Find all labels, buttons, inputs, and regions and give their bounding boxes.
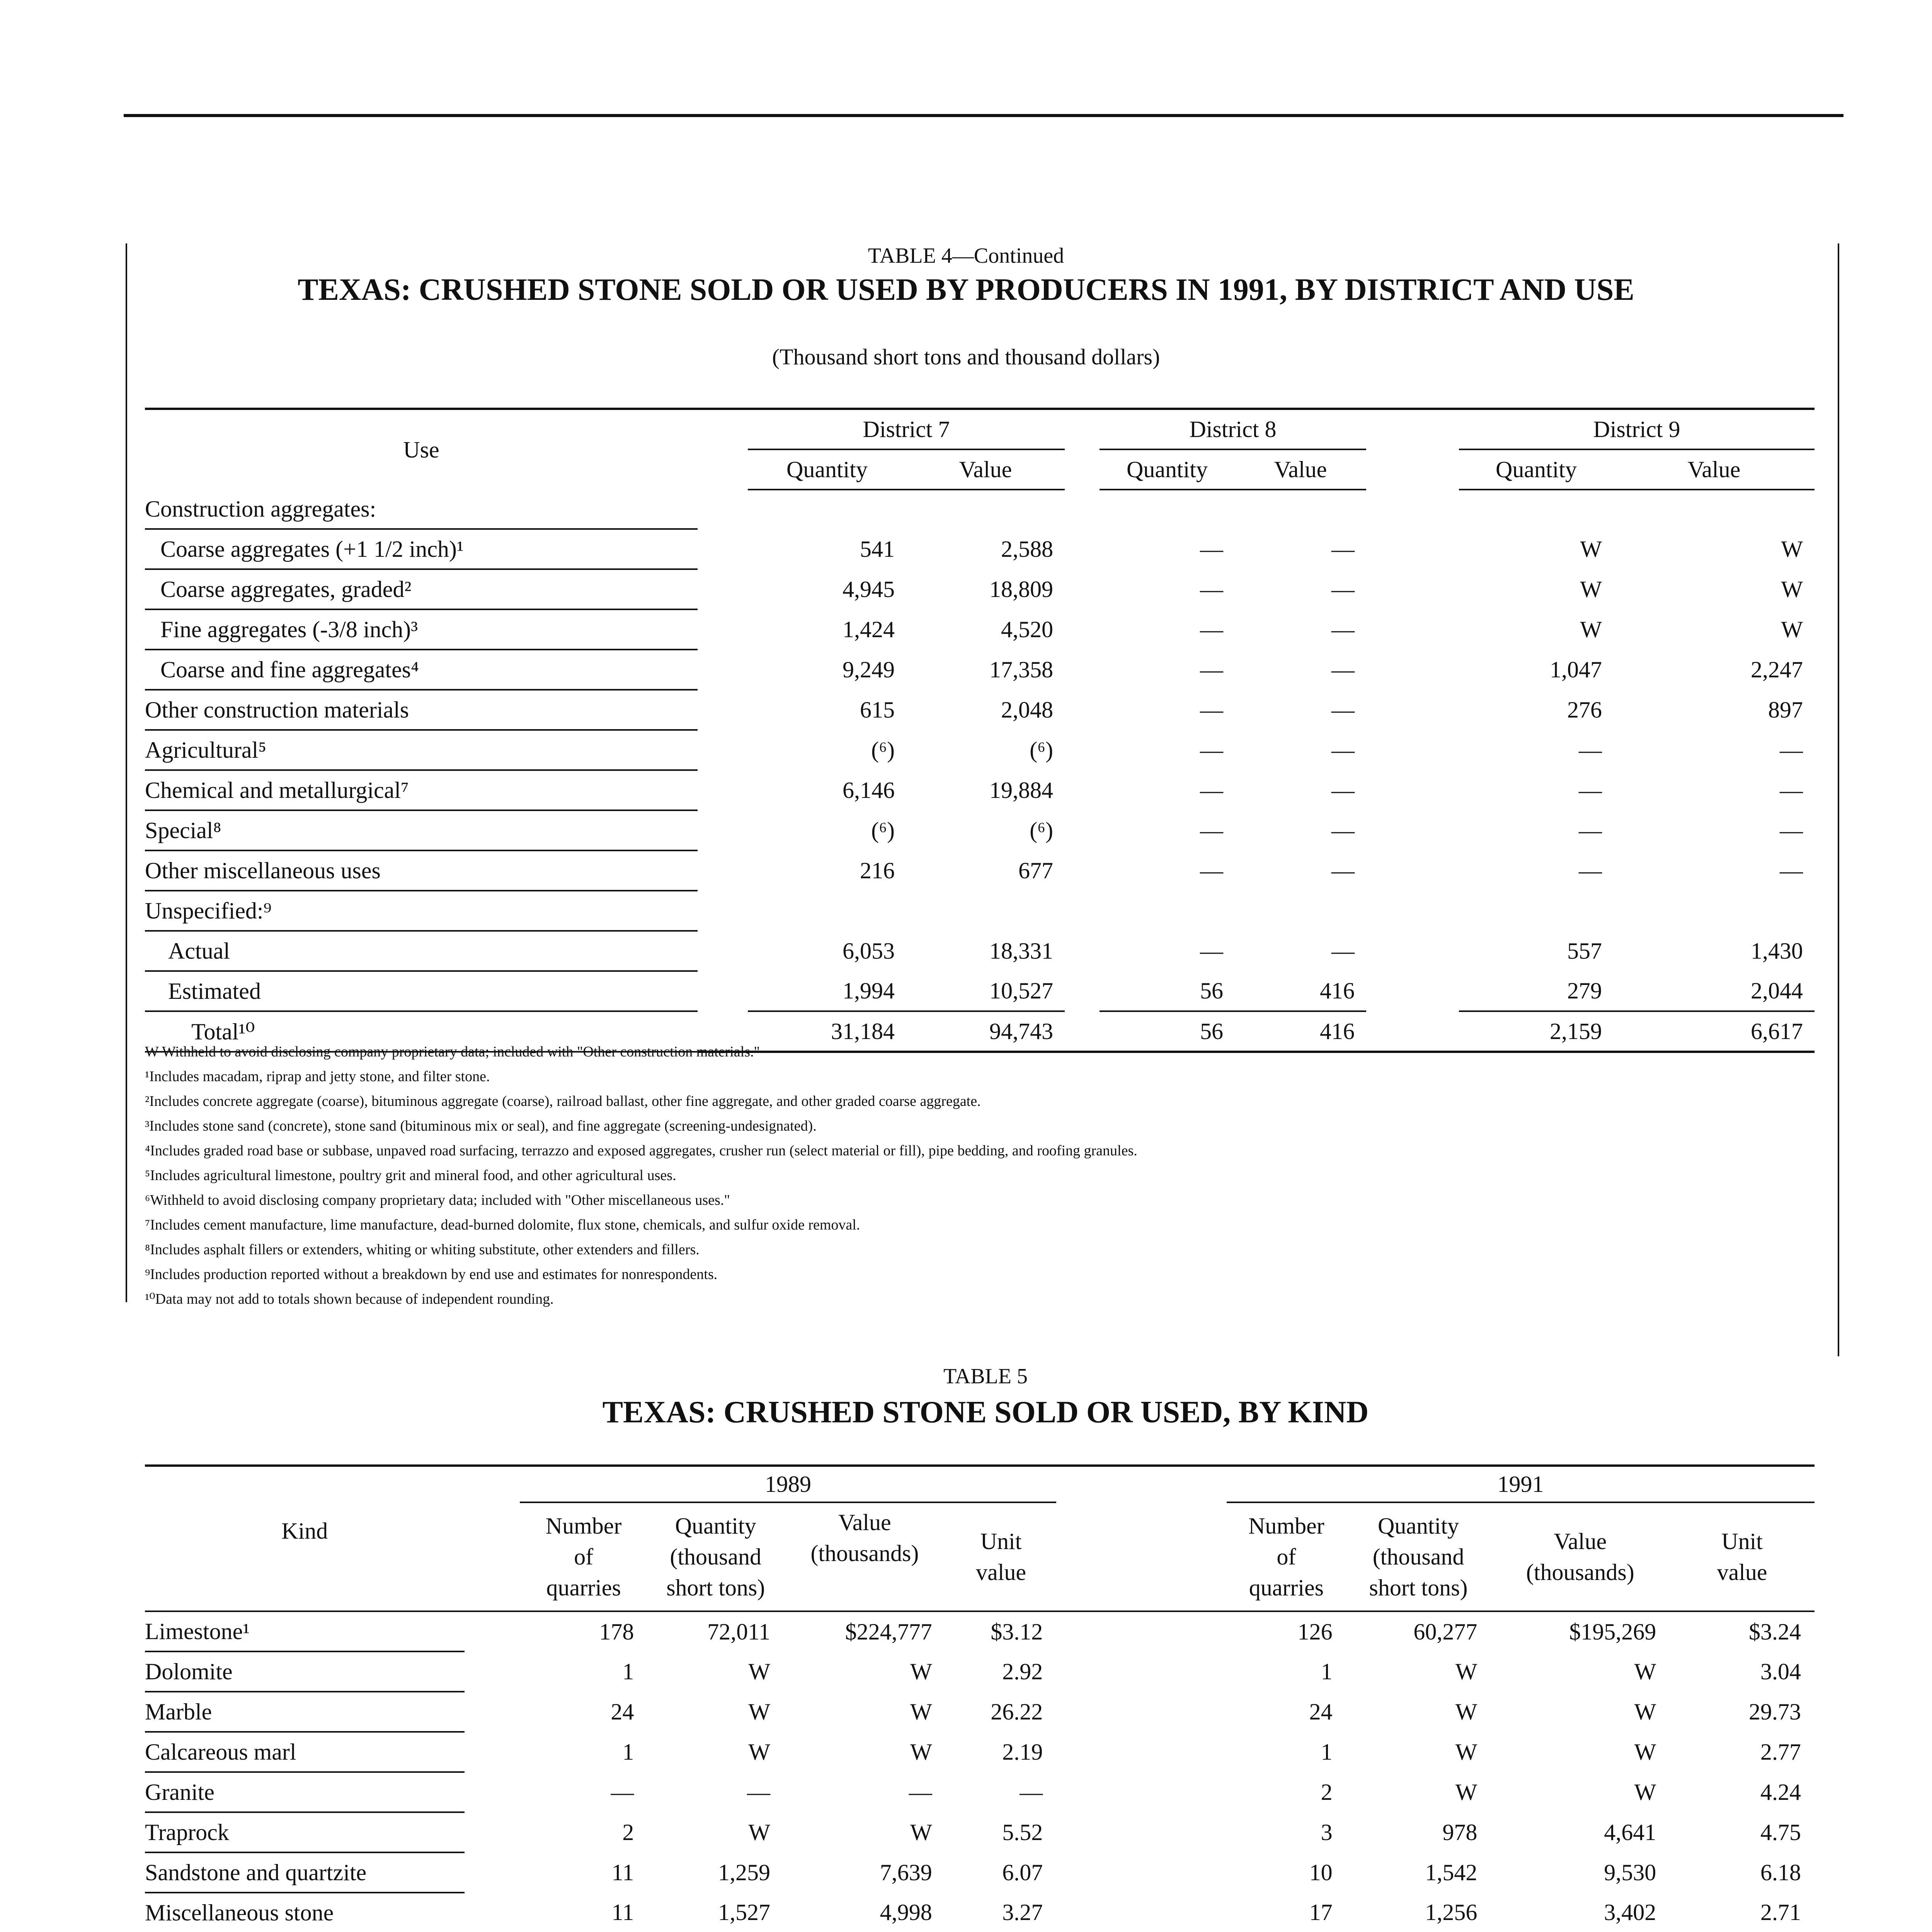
footnote: W Withheld to avoid disclosing company proprietary data; included with "Other construction materials." [145, 1044, 760, 1060]
cell-n91: 17 [1227, 1893, 1346, 1932]
cell-d7q: 6,146 [843, 777, 895, 803]
footnote: ¹Includes macadam, riprap and jetty stone, and filter stone. [145, 1068, 490, 1085]
cell-d7v: 677 [1018, 857, 1053, 883]
footnote: ⁴Includes graded road base or subbase, unpaved road surfacing, terrazzo and exposed aggregates, crusher run (select material or fill), pipe bedding, and roofing granules. [145, 1143, 1137, 1159]
table5-caption: TABLE 5 [943, 1364, 1028, 1388]
row-label: Coarse aggregates, graded² [145, 569, 698, 609]
cell-u91: 29.73 [1749, 1699, 1801, 1725]
cell-d8q: — [1200, 576, 1223, 602]
cell-u89: 2.19 [1002, 1739, 1043, 1765]
cell-d7v: (⁶) [1030, 817, 1053, 843]
cell-v91: 4,641 [1604, 1819, 1656, 1845]
cell-n91: 1 [1321, 1739, 1333, 1765]
cell-d9v: — [1780, 817, 1803, 843]
cell-q91: W [1455, 1658, 1478, 1684]
cell-d8v: — [1331, 697, 1355, 723]
table5-title: TEXAS: CRUSHED STONE SOLD OR USED, BY KIND [602, 1395, 1369, 1429]
table4-row [145, 569, 1815, 609]
table4-units: (Thousand short tons and thousand dollars) [772, 344, 1160, 369]
cell-d7q: 1,994 [748, 971, 906, 1011]
row-label: Actual [145, 931, 698, 971]
footnote: ¹⁰Data may not add to totals shown because of independent rounding. [145, 1291, 554, 1307]
cell-d8q: — [1200, 616, 1223, 642]
value-1989-header: Value (thousands) [784, 1502, 946, 1611]
district9-header: District 9 [1459, 409, 1815, 449]
cell-d9q: W [1580, 576, 1602, 602]
cell-d8v: — [1331, 817, 1355, 843]
cell-d7q [748, 490, 906, 529]
cell-d9v: 897 [1768, 697, 1803, 723]
year-1989-header: 1989 [520, 1466, 1057, 1502]
right-margin-rule [1838, 243, 1839, 1356]
cell-v91: W [1634, 1739, 1656, 1765]
table5-row [145, 1732, 1815, 1772]
cell-u89: 3.27 [946, 1893, 1057, 1932]
cell-d9q: 2,159 [1459, 1011, 1614, 1052]
use-header: Use [145, 409, 698, 490]
cell-d8q: — [1200, 857, 1223, 883]
table4-caption: TABLE 4—Continued [868, 244, 1064, 268]
cell-v89: W [910, 1658, 932, 1684]
cell-d9q: — [1579, 857, 1602, 883]
cell-n91: 24 [1309, 1699, 1333, 1725]
footnote: ⁹Includes production reported without a breakdown by end use and estimates for nonrespondents. [145, 1266, 718, 1282]
cell-d9q: 1,047 [1550, 656, 1602, 682]
cell-d7v: 18,331 [989, 938, 1053, 964]
row-label: Unspecified:⁹ [145, 891, 698, 931]
row-label: Limestone¹ [145, 1611, 465, 1651]
cell-d7v: 94,743 [906, 1011, 1065, 1052]
cell-u91: 4.24 [1760, 1779, 1801, 1805]
row-label: Granite [145, 1772, 465, 1812]
cell-n91: 126 [1297, 1619, 1333, 1645]
cell-d7q: 4,945 [843, 576, 895, 602]
cell-d8q: — [1200, 777, 1223, 803]
cell-n91: 3 [1321, 1819, 1333, 1845]
cell-d8v: — [1331, 857, 1355, 883]
table4-row [145, 650, 1815, 690]
d7-value-header: Value [906, 449, 1065, 490]
footnote: ⁵Includes agricultural limestone, poultry grit and mineral food, and other agricultural uses. [145, 1167, 676, 1184]
cell-u89: $3.12 [991, 1619, 1043, 1645]
cell-q91: W [1455, 1739, 1478, 1765]
cell-v91: W [1634, 1779, 1656, 1805]
cell-q89: 1,527 [647, 1893, 784, 1932]
row-label: Dolomite [145, 1651, 465, 1692]
cell-u89: 6.07 [1002, 1859, 1043, 1885]
cell-v89: 7,639 [880, 1859, 932, 1885]
cell-d8q: — [1200, 817, 1223, 843]
cell-d8v [1235, 490, 1366, 529]
cell-d7v: 2,048 [1001, 697, 1053, 723]
cell-d8q: 56 [1100, 971, 1235, 1011]
row-label: Construction aggregates: [145, 490, 698, 529]
cell-d7q: 615 [860, 697, 895, 723]
table5-row [145, 1611, 1815, 1651]
cell-q89: 72,011 [707, 1619, 771, 1645]
cell-q89: 1,259 [718, 1859, 771, 1885]
d8-quantity-header: Quantity [1100, 449, 1235, 490]
unit-value-1989-header: Unit value [946, 1502, 1057, 1611]
row-label: Coarse and fine aggregates⁴ [145, 650, 698, 690]
row-label: Sandstone and quartzite [145, 1852, 465, 1893]
cell-u91: 6.18 [1760, 1859, 1801, 1885]
cell-u91: 2.71 [1670, 1893, 1815, 1932]
cell-u91: 2.77 [1760, 1739, 1801, 1765]
cell-d9v: 2,044 [1614, 971, 1815, 1011]
cell-d9q: W [1580, 536, 1602, 562]
row-label: Chemical and metallurgical⁷ [145, 770, 698, 810]
row-label: Coarse aggregates (+1 1/2 inch)¹ [145, 529, 698, 569]
row-label: Miscellaneous stone [145, 1893, 465, 1932]
footnote: ⁸Includes asphalt fillers or extenders, whiting or whiting substitute, other extenders and fillers. [145, 1242, 700, 1258]
row-label: Agricultural⁵ [145, 730, 698, 770]
table5-row [145, 1852, 1815, 1893]
cell-d8q [1100, 891, 1235, 931]
cell-d8v: — [1331, 576, 1355, 602]
table5 [145, 1464, 1815, 1932]
cell-n89: 11 [520, 1893, 648, 1932]
quantity-1989-header: Quantity (thousand short tons) [647, 1502, 784, 1611]
cell-d7q: 31,184 [748, 1011, 906, 1052]
footnote: ²Includes concrete aggregate (coarse), bituminous aggregate (coarse), railroad ballast, other fine aggregate, and other graded coarse aggregate. [145, 1093, 981, 1109]
cell-v89: W [910, 1699, 932, 1725]
cell-d8v: — [1331, 656, 1355, 682]
table5-row [145, 1692, 1815, 1732]
cell-d7q: 9,249 [843, 656, 895, 682]
cell-d7v: 18,809 [989, 576, 1053, 602]
table4-notes [145, 1039, 1137, 1311]
cell-v89: $224,777 [845, 1619, 932, 1645]
cell-d9q: 557 [1567, 938, 1602, 964]
cell-v91: 3,402 [1491, 1893, 1670, 1932]
cell-d9q [1459, 891, 1614, 931]
cell-d9q: — [1579, 777, 1602, 803]
cell-d7v: (⁶) [1030, 737, 1053, 763]
cell-d7v: 17,358 [989, 656, 1053, 682]
cell-u91: $3.24 [1749, 1619, 1801, 1645]
cell-d7v: 4,520 [1001, 616, 1053, 642]
cell-n89: 1 [622, 1739, 634, 1765]
table5-row [145, 1812, 1815, 1852]
cell-d8v: — [1331, 536, 1355, 562]
cell-d7v: 2,588 [1001, 536, 1053, 562]
cell-d9q: W [1580, 616, 1602, 642]
table4-title: TEXAS: CRUSHED STONE SOLD OR USED BY PRODUCERS IN 1991, BY DISTRICT AND USE [298, 273, 1634, 307]
cell-q91: 1,256 [1346, 1893, 1491, 1932]
cell-v89: — [909, 1779, 932, 1805]
row-label: Estimated [145, 971, 698, 1011]
cell-n91: 10 [1309, 1859, 1333, 1885]
table4-row [145, 770, 1815, 810]
quantity-1991-header: Quantity (thousand short tons) [1346, 1502, 1491, 1611]
cell-d8v [1235, 891, 1366, 931]
top-rule [124, 114, 1843, 117]
cell-n91: 1 [1321, 1658, 1333, 1684]
cell-q91: 978 [1442, 1819, 1478, 1845]
value-1991-header: Value (thousands) [1491, 1502, 1670, 1611]
cell-u89: 5.52 [1002, 1819, 1043, 1845]
cell-d9q: 279 [1459, 971, 1614, 1011]
cell-d9v: 6,617 [1614, 1011, 1815, 1052]
cell-d9v: 2,247 [1751, 656, 1803, 682]
cell-n89: 1 [622, 1658, 634, 1684]
district7-header: District 7 [748, 409, 1065, 449]
cell-n89: 178 [599, 1619, 634, 1645]
row-label: Marble [145, 1692, 465, 1732]
unit-value-1991-header: Unit value [1670, 1502, 1815, 1611]
table4-row [145, 891, 1815, 931]
cell-d9v [1614, 490, 1815, 529]
cell-v91: 9,530 [1604, 1859, 1656, 1885]
cell-d7v: 19,884 [989, 777, 1053, 803]
cell-n91: 2 [1321, 1779, 1333, 1805]
table5-row [145, 1772, 1815, 1812]
cell-d9v [1614, 891, 1815, 931]
cell-d7q: 1,424 [843, 616, 895, 642]
cell-d9v: 1,430 [1751, 938, 1803, 964]
cell-d9v: W [1781, 616, 1803, 642]
cell-d8v: 416 [1235, 1011, 1366, 1052]
cell-d8v: — [1331, 616, 1355, 642]
cell-d8v: 416 [1235, 971, 1366, 1011]
cell-q89: W [748, 1739, 771, 1765]
cell-q89: W [748, 1658, 771, 1684]
table4-row [145, 850, 1815, 891]
footnote: ⁶Withheld to avoid disclosing company proprietary data; included with "Other miscellaneous uses." [145, 1192, 730, 1208]
cell-d9v: — [1780, 777, 1803, 803]
footnote: ³Includes stone sand (concrete), stone sand (bituminous mix or seal), and fine aggregate (screening-undesignated). [145, 1118, 817, 1134]
cell-d9v: W [1781, 576, 1803, 602]
cell-d8q: — [1200, 656, 1223, 682]
cell-u91: 3.04 [1760, 1658, 1801, 1684]
left-margin-rule [126, 243, 127, 1302]
district8-header: District 8 [1100, 409, 1366, 449]
row-label: Other construction materials [145, 690, 698, 730]
d8-value-header: Value [1235, 449, 1366, 490]
cell-d8q: — [1200, 938, 1223, 964]
footnote: ⁷Includes cement manufacture, lime manufacture, dead-burned dolomite, flux stone, chemicals, and sulfur oxide removal. [145, 1217, 860, 1233]
table4-row [145, 931, 1815, 971]
cell-n89: 24 [611, 1699, 634, 1725]
cell-d7v [906, 891, 1065, 931]
table4-row [145, 971, 1815, 1011]
table4-row [145, 690, 1815, 730]
cell-v91: W [1634, 1658, 1656, 1684]
cell-d7q: 216 [860, 857, 895, 883]
cell-d9q: — [1579, 737, 1602, 763]
d7-quantity-header: Quantity [748, 449, 906, 490]
cell-n89: 2 [622, 1819, 634, 1845]
cell-d8q: — [1200, 737, 1223, 763]
cell-d7v: 10,527 [906, 971, 1065, 1011]
cell-d7q: 6,053 [843, 938, 895, 964]
d9-value-header: Value [1614, 449, 1815, 490]
table4-row [145, 490, 1815, 529]
cell-q89: W [748, 1819, 771, 1845]
kind-header: Kind [145, 1502, 465, 1611]
cell-d9q: 276 [1567, 697, 1602, 723]
number-quarries-1989-header: Number of quarries [520, 1502, 648, 1611]
cell-d8q: — [1200, 697, 1223, 723]
cell-d8q: 56 [1100, 1011, 1235, 1052]
cell-d8q: — [1200, 536, 1223, 562]
table4-row [145, 730, 1815, 770]
total-label: Total¹⁰ [145, 1011, 698, 1052]
cell-d9q [1459, 490, 1614, 529]
cell-d9v: W [1781, 536, 1803, 562]
table4 [145, 408, 1815, 1053]
cell-v91: $195,269 [1569, 1619, 1656, 1645]
cell-n89: 11 [611, 1859, 634, 1885]
table5-row [145, 1893, 1815, 1932]
row-label: Calcareous marl [145, 1732, 465, 1772]
cell-d8v: — [1331, 737, 1355, 763]
cell-q91: W [1455, 1779, 1478, 1805]
cell-d9v: — [1780, 737, 1803, 763]
cell-n89: — [611, 1779, 634, 1805]
cell-v89: W [910, 1819, 932, 1845]
cell-d7v [906, 490, 1065, 529]
cell-u91: 4.75 [1760, 1819, 1801, 1845]
cell-v89: W [910, 1739, 932, 1765]
row-label: Other miscellaneous uses [145, 850, 698, 891]
cell-d9v: — [1780, 857, 1803, 883]
table4-row [145, 810, 1815, 850]
cell-d7q [748, 891, 906, 931]
cell-v91: W [1634, 1699, 1656, 1725]
table5-row [145, 1651, 1815, 1692]
cell-q91: 60,277 [1413, 1619, 1478, 1645]
cell-d8v: — [1331, 777, 1355, 803]
row-label: Traprock [145, 1812, 465, 1852]
cell-u89: — [1020, 1779, 1043, 1805]
cell-q91: 1,542 [1425, 1859, 1478, 1885]
cell-u89: 2.92 [1002, 1658, 1043, 1684]
number-quarries-1991-header: Number of quarries [1227, 1502, 1346, 1611]
cell-v89: 4,998 [784, 1893, 946, 1932]
cell-d8v: — [1331, 938, 1355, 964]
cell-q91: W [1455, 1699, 1478, 1725]
year-1991-header: 1991 [1227, 1466, 1815, 1502]
table4-row [145, 609, 1815, 650]
cell-d9q: — [1579, 817, 1602, 843]
d9-quantity-header: Quantity [1459, 449, 1614, 490]
cell-d7q: (⁶) [871, 737, 895, 763]
row-label: Fine aggregates (-3/8 inch)³ [145, 609, 698, 650]
cell-q89: — [747, 1779, 771, 1805]
table4-row [145, 529, 1815, 569]
cell-d7q: 541 [860, 536, 895, 562]
cell-u89: 26.22 [991, 1699, 1043, 1725]
cell-d8q [1100, 490, 1235, 529]
cell-q89: W [748, 1699, 771, 1725]
row-label: Special⁸ [145, 810, 698, 850]
cell-d7q: (⁶) [871, 817, 895, 843]
